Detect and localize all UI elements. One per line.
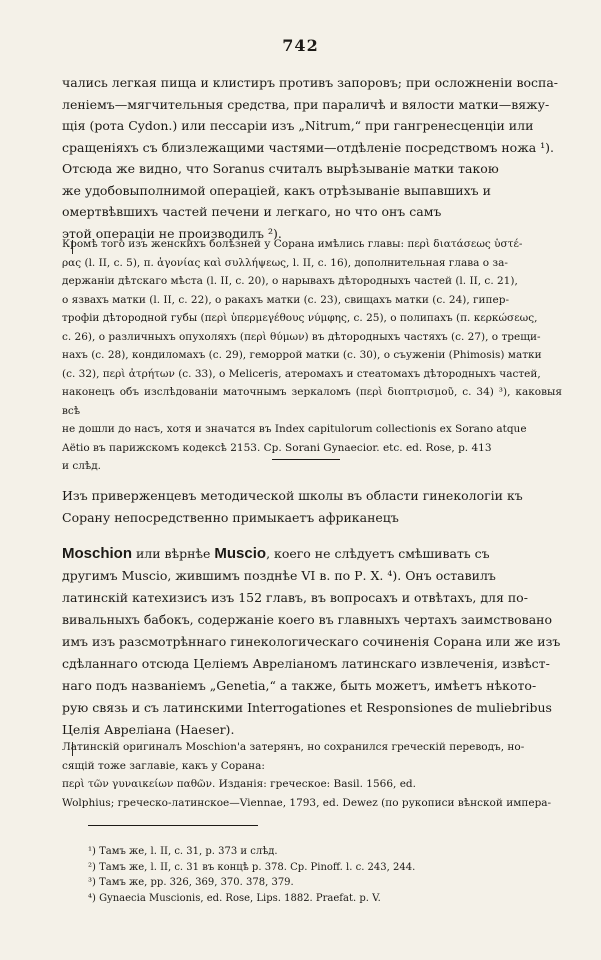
note-line: Кромѣ того изъ женскихъ болѣзней у Сорана имѣлись главы: περὶ διατάσεως ὑστέ- — [62, 238, 523, 250]
person-name-muscio: Muscio — [214, 545, 267, 562]
text-line: чались легкая пища и клистиръ противъ запоровъ; при осложненіи воспа- — [62, 75, 559, 90]
text-line: щія (рота Cydon.) или пессаріи изъ „Nitrum,“ при гангренесценціи или — [62, 118, 534, 133]
footnote-divider — [88, 825, 258, 826]
footnote: ³) Тамъ же, pp. 326, 369, 370. 378, 379. — [88, 877, 294, 888]
person-name-moschion: Moschion — [62, 545, 132, 562]
note-line: ρας (l. II, c. 5), π. ἀγονίας καὶ συλλήψεως, l. II, c. 16), дополнительная глава о за- — [62, 256, 508, 269]
text-line — [62, 543, 562, 565]
text-line: имъ изъ разсмотрѣннаго гинекологическаго сочиненія Сорана или же изъ — [62, 634, 561, 649]
note-line: Aëtio въ парижскомъ кодексѣ 2153. Ср. Sorani Gynaecior. etc. ed. Rose, p. 413 — [62, 441, 492, 454]
note-line: держаніи дѣтскаго мѣста (l. II, c. 20), о нарывахъ дѣтородныхъ частей (l. II, c. 21), — [62, 275, 518, 287]
text-line: латинскій катехизисъ изъ 152 главъ, въ вопросахъ и отвѣтахъ, для по- — [62, 590, 528, 605]
note-line: не дошли до насъ, хотя и значатся въ Index capitulorum collectionis ex Sorano atque — [62, 423, 527, 435]
note-line: нахъ (c. 28), кондиломахъ (c. 29), геморрой матки (c. 30), о съуженіи (Phimosis) матки — [62, 349, 542, 361]
footnotes — [88, 844, 558, 906]
inline-text: или вѣрнѣе — [132, 546, 215, 561]
text-line: другимъ Muscio, жившимъ позднѣе VI в. по Р. Х. ⁴). Онъ оставилъ — [62, 568, 496, 583]
text-line: сдѣланнаго отсюда Целіемъ Авреліаномъ латинскаго извлеченія, извѣст- — [62, 656, 550, 671]
text-line: Изъ приверженцевъ методической школы въ области гинекологіи къ — [62, 488, 523, 503]
text-line: Целія Авреліана (Haeser). — [62, 722, 235, 737]
small-print-note — [62, 738, 562, 812]
text-line: этой операціи не производилъ ²). — [62, 225, 282, 241]
text-line: Сорану непосредственно примыкаетъ африканецъ — [62, 510, 399, 525]
note-line: περὶ τῶν γυναικείων παθῶν. Изданія: греческое: Basil. 1566, ed. — [62, 778, 416, 790]
note-line: Латинскій оригиналъ Moschion'a затерянъ, но сохранился греческій переводъ, но- — [62, 741, 525, 753]
footnote: ⁴) Gynaecia Muscionis, ed. Rose, Lips. 1882. Praefat. p. V. — [88, 892, 381, 904]
note-line: о язвахъ матки (l. II, c. 22), о ракахъ матки (c. 23), свищахъ матки (c. 24), гипер- — [62, 293, 510, 306]
note-line: (c. 32), περὶ ἀτρήτων (c. 33), о Meliceris, атеромахъ и стеатомахъ дѣтородныхъ частей, — [62, 367, 541, 380]
section-moschion — [62, 543, 562, 741]
inline-text: , коего не слѣдуетъ смѣшивать съ — [266, 546, 490, 561]
page-number: 742 — [282, 36, 319, 55]
note-line: и слѣд. — [62, 460, 102, 472]
text-line: рую связь и съ латинскими Interrogationes et Responsiones de muliebribus — [62, 700, 552, 715]
text-line: же удобовыполнимой операціей, какъ отрѣзываніе выпавшихъ и — [62, 182, 491, 198]
text-line: Отсюда же видно, что Soranus считалъ вырѣзываніе матки такою — [62, 161, 499, 176]
footnote: ¹) Тамъ же, l. II, c. 31, p. 373 и слѣд. — [88, 846, 278, 857]
footnote: ²) Тамъ же, l. II, c. 31 въ концѣ p. 378. Ср. Pinoff. l. c. 243, 244. — [88, 861, 416, 873]
text-line: наго подъ названіемъ „Genetia,“ а также, быть можетъ, имѣетъ нѣкото- — [62, 678, 537, 693]
section-divider — [272, 459, 340, 460]
section-intro — [62, 485, 562, 529]
note-line: наконецъ объ изслѣдованіи маточнымъ зеркаломъ (περὶ διοπτρισμοῦ, c. 34) ³), каковыя всѣ — [62, 386, 562, 417]
note-line: Wolphius; греческо-латинское—Viennae, 1793, ed. Dewez (по рукописи вѣнской импера- — [62, 796, 552, 809]
note-line: трофіи дѣтородной губы (περὶ ὑπερμεγέθους νύμφης, c. 25), о полипахъ (π. κερκώσεως, — [62, 312, 538, 324]
small-print-note — [62, 235, 562, 476]
main-paragraph — [62, 72, 562, 244]
note-line: c. 26), о различныхъ опухоляхъ (περὶ θύμων) въ дѣтородныхъ частяхъ (c. 27), о трещи- — [62, 330, 541, 343]
text-line: леніемъ—мягчительныя средства, при параличѣ и вялости матки—вяжу- — [62, 96, 550, 112]
text-line: омертвѣвшихъ частей печени и легкаго, но что онъ самъ — [62, 204, 442, 219]
text-line: сращеніяхъ съ близлежащими частями—отдѣленіе посредствомъ ножа ¹). — [62, 139, 554, 155]
text-line: вивальныхъ бабокъ, содержаніе коего въ главныхъ чертахъ заимствовано — [62, 612, 553, 627]
note-line: сящій тоже заглавіе, какъ у Сорана: — [62, 759, 265, 772]
